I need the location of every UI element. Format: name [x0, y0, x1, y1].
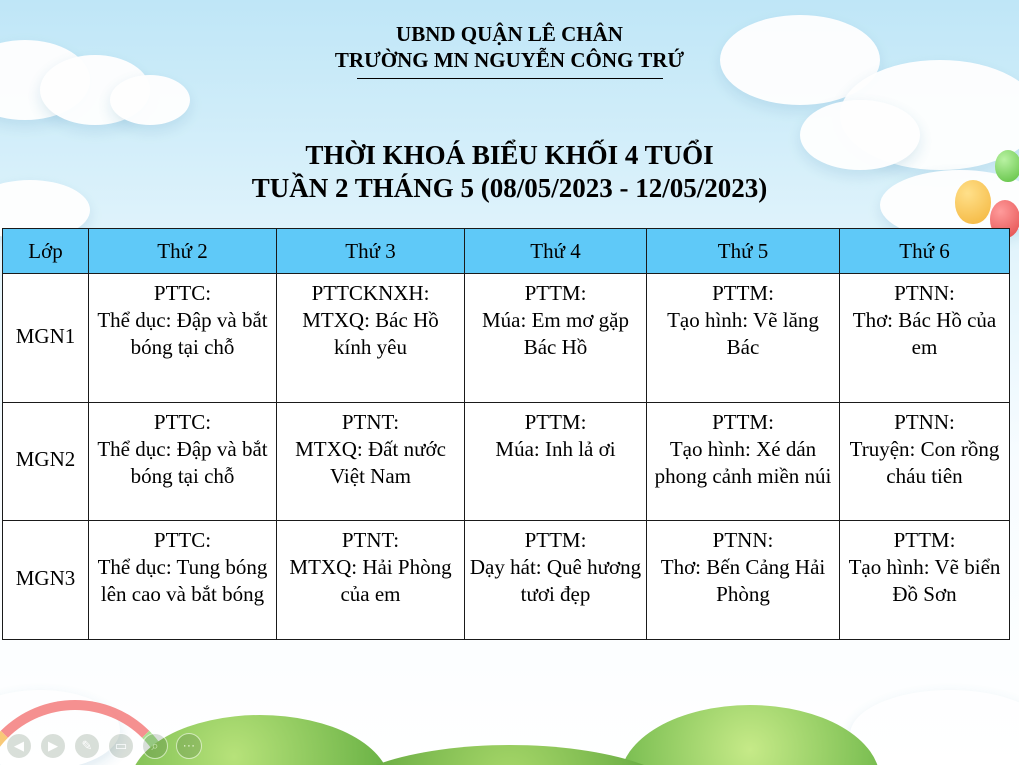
class-name-cell: MGN2: [3, 403, 89, 521]
subject-area: PTNN:: [894, 410, 955, 434]
subject-area: PTTM:: [524, 528, 587, 552]
subject-area: PTTC:: [153, 281, 212, 305]
class-name-cell: MGN3: [3, 521, 89, 640]
column-header-class: Lớp: [3, 229, 89, 274]
activity-text: Thể dục: Đập và bắt bóng tại chỗ: [97, 308, 268, 359]
subject-area: PTNT:: [341, 410, 400, 434]
cloud-shape: [850, 690, 1019, 765]
subject-area: PTTM:: [893, 528, 956, 552]
subject-area: PTTC:: [153, 410, 212, 434]
schedule-cell: [647, 403, 840, 521]
activity-text: Thể dục: Tung bóng lên cao và bắt bóng: [97, 555, 268, 606]
district-name: UBND QUẬN LÊ CHÂN: [396, 22, 623, 46]
slideshow-toolbar: [0, 733, 202, 759]
activity-text: Dạy hát: Quê hương tươi đẹp: [469, 555, 642, 606]
subject-area: PTTM:: [524, 281, 587, 305]
week-subtitle: TUẦN 2 THÁNG 5 (08/05/2023 - 12/05/2023): [251, 173, 768, 203]
subject-area: PTTM:: [712, 410, 774, 434]
activity-text: MTXQ: Hải Phòng của em: [289, 555, 452, 606]
schedule-cell: [647, 274, 840, 403]
schedule-cell: [89, 403, 277, 521]
subject-area: PTTC:: [153, 528, 212, 552]
activity-text: Múa: Em mơ gặp Bác Hồ: [482, 308, 629, 359]
zoom-icon[interactable]: ⌕: [142, 733, 168, 759]
column-header-tuesday: Thứ 3: [277, 229, 465, 274]
activity-text: Thơ: Bác Hồ của em: [852, 308, 997, 359]
pen-icon[interactable]: ✎: [74, 733, 100, 759]
schedule-cell: [465, 274, 647, 403]
cloud-shape: [110, 75, 190, 125]
subject-area: PTNN:: [712, 528, 774, 552]
schedule-cell: [465, 403, 647, 521]
table-row: [3, 403, 1010, 521]
school-name-underline: [357, 78, 663, 79]
table-row: [3, 521, 1010, 640]
page-title: THỜI KHOÁ BIỂU KHỐI 4 TUỔI: [305, 140, 714, 170]
arrow-right-icon[interactable]: ▶: [40, 733, 66, 759]
subject-area: PTTM:: [712, 281, 774, 305]
class-name-cell: MGN1: [3, 274, 89, 403]
schedule-cell: [840, 403, 1010, 521]
schedule-cell: [465, 521, 647, 640]
activity-text: Múa: Inh lả ơi: [495, 437, 616, 461]
schedule-cell: [277, 403, 465, 521]
subject-area: PTTM:: [524, 410, 587, 434]
column-header-monday: Thứ 2: [89, 229, 277, 274]
activity-text: Tạo hình: Vẽ lăng Bác: [667, 308, 819, 359]
schedule-cell: [277, 274, 465, 403]
schedule-cell: [840, 521, 1010, 640]
subject-area: PTTCKNXH:: [311, 281, 430, 305]
more-icon[interactable]: ⋯: [176, 733, 202, 759]
timetable: [2, 228, 1010, 640]
activity-text: MTXQ: Đất nước Việt Nam: [295, 437, 446, 488]
column-header-wednesday: Thứ 4: [465, 229, 647, 274]
arrow-left-icon[interactable]: ◀: [6, 733, 32, 759]
activity-text: MTXQ: Bác Hồ kính yêu: [302, 308, 439, 359]
school-name: TRƯỜNG MN NGUYỄN CÔNG TRỨ: [334, 48, 685, 72]
window-icon[interactable]: ▭: [108, 733, 134, 759]
schedule-cell: [840, 274, 1010, 403]
activity-text: Thơ: Bến Cảng Hải Phòng: [660, 555, 826, 606]
schedule-cell: [647, 521, 840, 640]
schedule-cell: [277, 521, 465, 640]
subject-area: PTNT:: [341, 528, 400, 552]
table-row: [3, 274, 1010, 403]
activity-text: Truyện: Con rồng cháu tiên: [849, 437, 1000, 488]
schedule-cell: [89, 521, 277, 640]
activity-text: Tạo hình: Vẽ biển Đồ Sơn: [848, 555, 1001, 606]
column-header-friday: Thứ 6: [840, 229, 1010, 274]
activity-text: Thể dục: Đập và bắt bóng tại chỗ: [97, 437, 268, 488]
schedule-cell: [89, 274, 277, 403]
column-header-thursday: Thứ 5: [647, 229, 840, 274]
subject-area: PTNN:: [894, 281, 955, 305]
hill-shape: [620, 705, 880, 765]
timetable-header-row: [3, 229, 1010, 274]
activity-text: Tạo hình: Xé dán phong cảnh miền núi: [654, 437, 832, 488]
